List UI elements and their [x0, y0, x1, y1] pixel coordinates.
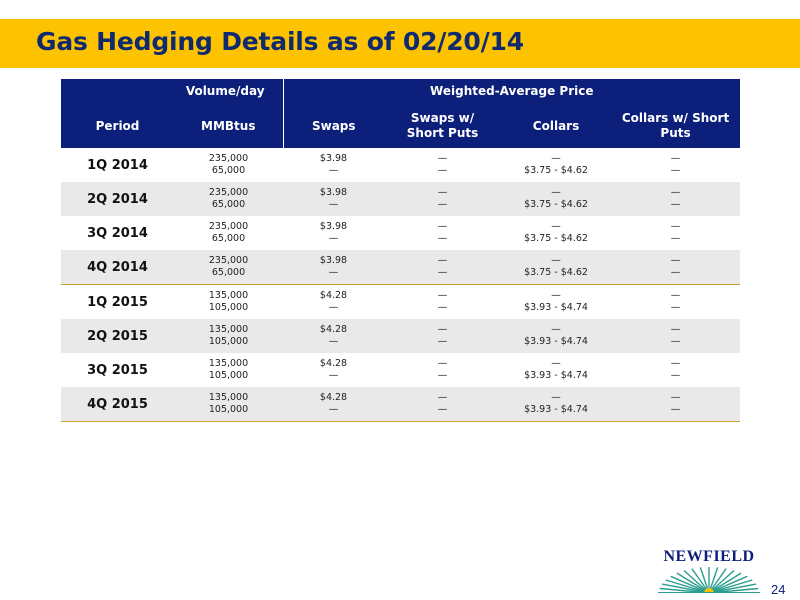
swaps-short-puts-cell — [384, 216, 501, 250]
collars-short-puts-cell-line: — — [670, 221, 681, 232]
mmbtus-cell — [174, 319, 283, 353]
collars-short-puts-cell — [611, 353, 740, 387]
swaps-short-puts-cell — [384, 319, 501, 353]
mmbtus-cell-line: 235,000 — [208, 255, 249, 266]
newfield-logo — [658, 548, 760, 593]
swaps-cell-line: — — [328, 199, 339, 210]
collars-short-puts-cell-line: — — [670, 165, 681, 176]
mmbtus-cell — [174, 387, 283, 422]
swaps-cell — [283, 353, 384, 387]
swaps-short-puts-cell-line: — — [437, 233, 448, 244]
mmbtus-cell — [174, 182, 283, 216]
swaps-cell-line: — — [328, 336, 339, 347]
collars-cell-line: — — [551, 255, 561, 266]
group-header-price: Weighted-Average Price — [283, 79, 740, 104]
period-cell: 2Q 2014 — [61, 182, 174, 216]
collars-short-puts-cell — [611, 216, 740, 250]
column-header-swaps: Swaps — [283, 104, 384, 148]
collars-short-puts-cell — [611, 148, 740, 182]
table-row — [61, 285, 740, 320]
column-header-collars: Collars — [501, 104, 611, 148]
table-row — [61, 319, 740, 353]
swaps-short-puts-cell-line: — — [437, 302, 448, 313]
swaps-short-puts-cell-line: — — [437, 290, 448, 301]
collars-short-puts-cell-line: — — [670, 370, 681, 381]
swaps-short-puts-cell-line: — — [437, 404, 448, 415]
collars-cell — [501, 216, 611, 250]
mmbtus-cell-line: 235,000 — [208, 187, 249, 198]
collars-short-puts-cell-line: — — [670, 324, 681, 335]
swaps-short-puts-cell-line: — — [437, 324, 448, 335]
mmbtus-cell-line: 105,000 — [208, 336, 249, 347]
period-cell: 1Q 2015 — [61, 285, 174, 320]
table-row — [61, 353, 740, 387]
period-cell: 4Q 2014 — [61, 250, 174, 285]
table-body — [61, 148, 740, 422]
swaps-short-puts-cell-line: — — [437, 187, 448, 198]
collars-short-puts-cell — [611, 285, 740, 320]
swaps-short-puts-cell-line: — — [437, 358, 448, 369]
collars-cell-line: — — [551, 290, 561, 301]
column-header-swaps-short-puts: Swaps w/ Short Puts — [384, 104, 501, 148]
table-row — [61, 148, 740, 182]
sunburst-icon — [658, 566, 760, 593]
swaps-cell — [283, 182, 384, 216]
swaps-cell-line: — — [328, 404, 339, 415]
collars-short-puts-cell — [611, 319, 740, 353]
mmbtus-cell-line: 235,000 — [208, 153, 249, 164]
collars-short-puts-cell — [611, 250, 740, 285]
period-cell: 2Q 2015 — [61, 319, 174, 353]
mmbtus-cell-line: 135,000 — [208, 358, 249, 369]
collars-cell-line: — — [551, 392, 561, 403]
column-header-period: Period — [61, 104, 174, 148]
mmbtus-cell — [174, 353, 283, 387]
swaps-cell — [283, 250, 384, 285]
collars-cell — [501, 250, 611, 285]
swaps-cell-line: $3.98 — [319, 187, 348, 198]
collars-short-puts-cell-line: — — [670, 153, 681, 164]
period-cell: 4Q 2015 — [61, 387, 174, 422]
collars-short-puts-cell-line: — — [670, 187, 681, 198]
swaps-cell — [283, 216, 384, 250]
swaps-cell-line: — — [328, 233, 339, 244]
swaps-short-puts-cell-line: — — [437, 267, 448, 278]
group-header-volume: Volume/day — [61, 79, 283, 104]
swaps-cell-line: $4.28 — [319, 324, 348, 335]
collars-cell — [501, 353, 611, 387]
mmbtus-cell — [174, 216, 283, 250]
mmbtus-cell-line: 135,000 — [208, 392, 249, 403]
swaps-cell-line: $3.98 — [319, 221, 348, 232]
mmbtus-cell-line: 235,000 — [208, 221, 249, 232]
collars-short-puts-cell-line: — — [670, 267, 681, 278]
collars-short-puts-cell-line: — — [670, 358, 681, 369]
swaps-short-puts-cell — [384, 387, 501, 422]
collars-short-puts-cell-line: — — [670, 290, 681, 301]
collars-short-puts-cell-line: — — [670, 233, 681, 244]
swaps-short-puts-cell — [384, 250, 501, 285]
swaps-short-puts-cell — [384, 353, 501, 387]
mmbtus-cell-line: 65,000 — [211, 233, 246, 244]
mmbtus-cell — [174, 148, 283, 182]
page-title: Gas Hedging Details as of 02/20/14 — [36, 27, 524, 56]
collars-short-puts-cell — [611, 387, 740, 422]
collars-cell-line: $3.75 - $4.62 — [524, 233, 588, 244]
collars-cell — [501, 285, 611, 320]
swaps-cell — [283, 285, 384, 320]
swaps-short-puts-cell-line: — — [437, 153, 448, 164]
collars-cell-line: — — [551, 153, 561, 164]
period-cell: 3Q 2015 — [87, 362, 148, 378]
collars-cell-line: — — [551, 187, 561, 198]
period-cell: 1Q 2014 — [87, 157, 148, 173]
collars-cell — [501, 319, 611, 353]
period-cell: 3Q 2014 — [87, 225, 148, 241]
page-number: 24 — [771, 582, 786, 597]
table-row — [61, 250, 740, 285]
mmbtus-cell-line: 105,000 — [208, 370, 249, 381]
mmbtus-cell-line: 135,000 — [208, 290, 249, 301]
collars-short-puts-cell-line: — — [670, 404, 681, 415]
swaps-short-puts-cell-line: — — [437, 255, 448, 266]
swaps-short-puts-cell — [384, 182, 501, 216]
collars-cell-line: $3.93 - $4.74 — [524, 370, 588, 381]
swaps-cell-line: $4.28 — [319, 392, 348, 403]
collars-cell-line: — — [551, 221, 561, 232]
swaps-cell-line: — — [328, 165, 339, 176]
collars-cell-line: $3.93 - $4.74 — [524, 404, 588, 415]
table-row — [61, 387, 740, 422]
mmbtus-cell-line: 105,000 — [208, 302, 249, 313]
collars-short-puts-cell-line: — — [670, 255, 681, 266]
mmbtus-cell-line: 65,000 — [211, 199, 246, 210]
collars-short-puts-cell-line: — — [670, 336, 681, 347]
swaps-cell-line: — — [328, 370, 339, 381]
swaps-cell — [283, 387, 384, 422]
collars-short-puts-cell-line: — — [670, 392, 681, 403]
hedging-table — [61, 79, 740, 422]
swaps-short-puts-cell-line: — — [437, 199, 448, 210]
swaps-cell-line: $3.98 — [319, 255, 348, 266]
swaps-cell — [283, 148, 384, 182]
swaps-short-puts-cell-line: — — [437, 370, 448, 381]
swaps-short-puts-cell-line: — — [437, 165, 448, 176]
swaps-short-puts-cell-line: — — [437, 221, 448, 232]
table-row — [61, 182, 740, 216]
collars-cell — [501, 182, 611, 216]
swaps-short-puts-cell-line: — — [437, 392, 448, 403]
swaps-short-puts-cell — [384, 148, 501, 182]
mmbtus-cell — [174, 285, 283, 320]
swaps-cell-line: $4.28 — [319, 358, 348, 369]
collars-cell-line: $3.93 - $4.74 — [524, 302, 588, 313]
swaps-cell-line: $4.28 — [319, 290, 348, 301]
collars-cell-line: — — [551, 324, 561, 335]
collars-cell — [501, 387, 611, 422]
mmbtus-cell-line: 65,000 — [211, 165, 246, 176]
collars-cell-line: $3.93 - $4.74 — [524, 336, 588, 347]
logo-wordmark: NEWFIELD — [663, 548, 755, 565]
collars-short-puts-cell — [611, 182, 740, 216]
collars-cell — [501, 148, 611, 182]
swaps-cell — [283, 319, 384, 353]
collars-cell-line: $3.75 - $4.62 — [524, 267, 588, 278]
mmbtus-cell-line: 105,000 — [208, 404, 249, 415]
collars-cell-line: $3.75 - $4.62 — [524, 165, 588, 176]
swaps-cell-line: — — [328, 302, 339, 313]
swaps-short-puts-cell-line: — — [437, 336, 448, 347]
column-header-collars-short-puts: Collars w/ Short Puts — [611, 104, 740, 148]
mmbtus-cell-line: 65,000 — [211, 267, 246, 278]
collars-short-puts-cell-line: — — [670, 302, 681, 313]
collars-short-puts-cell-line: — — [670, 199, 681, 210]
collars-cell-line: — — [551, 358, 561, 369]
column-header-mmbtus: MMBtus — [174, 104, 283, 148]
mmbtus-cell-line: 135,000 — [208, 324, 249, 335]
table-row — [61, 216, 740, 250]
swaps-cell-line: $3.98 — [319, 153, 348, 164]
collars-cell-line: $3.75 - $4.62 — [524, 199, 588, 210]
mmbtus-cell — [174, 250, 283, 285]
swaps-cell-line: — — [328, 267, 339, 278]
swaps-short-puts-cell — [384, 285, 501, 320]
